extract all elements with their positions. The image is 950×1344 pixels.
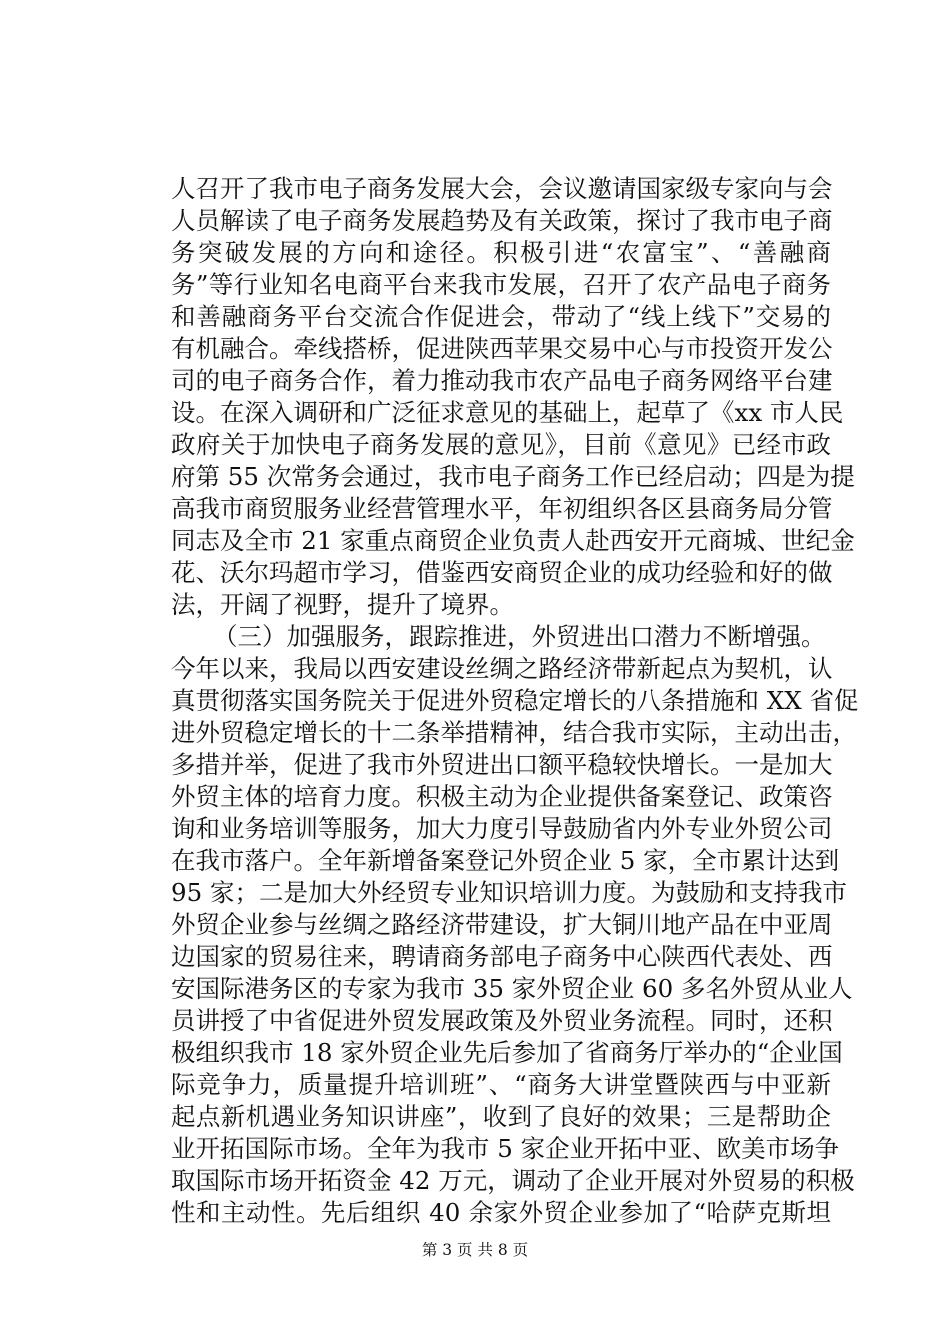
text-line: 员讲授了中省促进外贸发展政策及外贸业务流程。同时，还积 — [171, 1006, 833, 1035]
text-line: 务”等行业知名电商平台来我市发展，召开了农产品电子商务 — [171, 270, 831, 299]
text-line: 外贸主体的培育力度。积极主动为企业提供备案登记、政策咨 — [171, 782, 833, 811]
text-line: 人员解读了电子商务发展趋势及有关政策，探讨了我市电子商 — [171, 206, 833, 235]
section-heading-line: （三）加强服务，跟踪推进，外贸进出口潜力不断增强。 — [213, 622, 826, 651]
text-line: 设。在深入调研和广泛征求意见的基础上，起草了《xx 市人民 — [171, 398, 844, 427]
page-number-footer: 第 3 页 共 8 页 — [421, 1241, 529, 1259]
text-line: 高我市商贸服务业经营管理水平，年初组织各区县商务局分管 — [171, 494, 833, 523]
text-line: 询和业务培训等服务，加大力度引导鼓励省内外专业外贸公司 — [171, 814, 833, 843]
text-line: 真贯彻落实国务院关于促进外贸稳定增长的八条措施和 XX 省促 — [171, 686, 859, 715]
text-line: 极组织我市 18 家外贸企业先后参加了省商务厅举办的“企业国 — [171, 1038, 843, 1067]
text-line: 今年以来，我局以西安建设丝绸之路经济带新起点为契机，认 — [171, 654, 833, 683]
text-line: 取国际市场开拓资金 42 万元，调动了企业开展对外贸易的积极 — [171, 1166, 855, 1195]
text-line: 多措并举，促进了我市外贸进出口额平稳较快增长。一是加大 — [171, 750, 833, 779]
text-line: 府第 55 次常务会通过，我市电子商务工作已经启动；四是为提 — [171, 462, 855, 491]
text-line: 95 家；二是加大外经贸专业知识培训力度。为鼓励和支持我市 — [171, 878, 847, 907]
text-line: 花、沃尔玛超市学习，借鉴西安商贸企业的成功经验和好的做 — [171, 558, 833, 587]
text-line: 司的电子商务合作，着力推动我市农产品电子商务网络平台建 — [171, 366, 833, 395]
text-line: 在我市落户。全年新增备案登记外贸企业 5 家，全市累计达到 — [171, 846, 840, 875]
text-line: 性和主动性。先后组织 40 余家外贸企业参加了“哈萨克斯坦 — [171, 1198, 831, 1227]
text-line: 有机融合。牵线搭桥，促进陕西苹果交易中心与市投资开发公 — [171, 334, 833, 363]
text-line: 业开拓国际市场。全年为我市 5 家企业开拓中亚、欧美市场争 — [171, 1134, 840, 1163]
text-line: 外贸企业参与丝绸之路经济带建设，扩大铜川地产品在中亚周 — [171, 910, 833, 939]
text-line: 政府关于加快电子商务发展的意见》，目前《意见》已经市政 — [171, 430, 831, 459]
text-line: 起点新机遇业务知识讲座”，收到了良好的效果；三是帮助企 — [171, 1102, 831, 1131]
paragraph-end-line: 法，开阔了视野，提升了境界。 — [171, 590, 514, 619]
text-line: 同志及全市 21 家重点商贸企业负责人赴西安开元商城、世纪金 — [171, 526, 855, 555]
text-line: 人召开了我市电子商务发展大会，会议邀请国家级专家向与会 — [171, 174, 833, 203]
text-line: 际竞争力，质量提升培训班”、“商务大讲堂暨陕西与中亚新 — [171, 1070, 831, 1099]
body-text — [171, 173, 859, 1229]
text-line: 务突破发展的方向和途径。积极引进“农富宝”、“善融商 — [171, 238, 831, 267]
text-line: 进外贸稳定增长的十二条举措精神，结合我市实际，主动出击， — [171, 718, 857, 747]
text-line: 边国家的贸易往来，聘请商务部电子商务中心陕西代表处、西 — [171, 942, 833, 971]
text-line: 和善融商务平台交流合作促进会，带动了“线上线下”交易的 — [171, 302, 831, 331]
text-line: 安国际港务区的专家为我市 35 家外贸企业 60 多名外贸从业人 — [171, 974, 853, 1003]
